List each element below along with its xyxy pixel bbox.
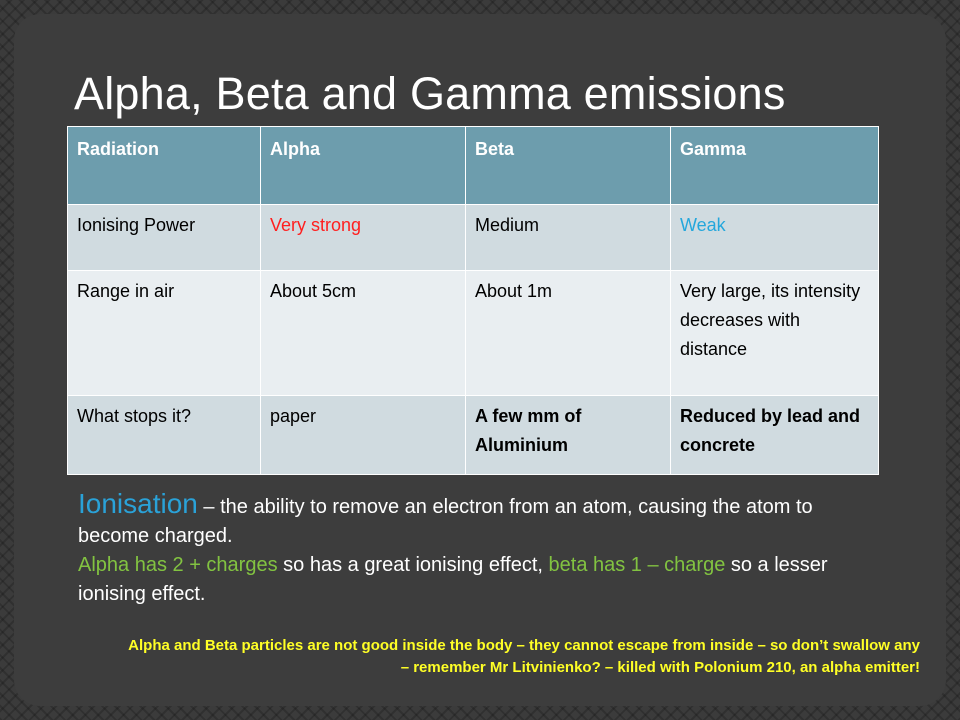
alpha-stopper: paper [261,396,466,475]
alpha-charge-text: Alpha has 2 + charges [78,554,278,576]
header-radiation: Radiation [68,127,261,205]
table-row [68,205,879,271]
ionisation-term: Ionisation [78,488,198,519]
alpha-effect-text: so has a great ionising effect, [277,554,549,576]
header-alpha: Alpha [261,127,466,205]
row-label: What stops it? [68,396,261,475]
gamma-ionising-power: Weak [671,205,879,271]
alpha-ionising-power: Very strong [261,205,466,271]
beta-effect-text: so a lesser ionising effect. [78,554,828,605]
footer-note: Alpha and Beta particles are not good inside the body – they cannot escape from inside – so don’t swallow any – remember Mr Litvinienko? – killed with Polonium 210, an alpha emitter! [128,637,920,676]
beta-charge-text: beta has 1 – charge [548,554,726,576]
row-label: Range in air [68,271,261,396]
header-beta: Beta [466,127,671,205]
ionisation-definition [78,489,868,609]
radiation-table [67,126,879,475]
beta-range: About 1m [466,271,671,396]
table-header-row [68,127,879,205]
beta-ionising-power: Medium [466,205,671,271]
slide-title: Alpha, Beta and Gamma emissions [74,68,786,119]
definition-text: – the ability to remove an electron from an atom, causing the atom to become charged. [78,496,813,547]
gamma-stopper: Reduced by lead and concrete [671,396,879,475]
header-gamma: Gamma [671,127,879,205]
table-row [68,271,879,396]
gamma-range: Very large, its intensity decreases with distance [671,271,879,396]
table-row [68,396,879,475]
alpha-range: About 5cm [261,271,466,396]
beta-stopper: A few mm of Aluminium [466,396,671,475]
row-label: Ionising Power [68,205,261,271]
